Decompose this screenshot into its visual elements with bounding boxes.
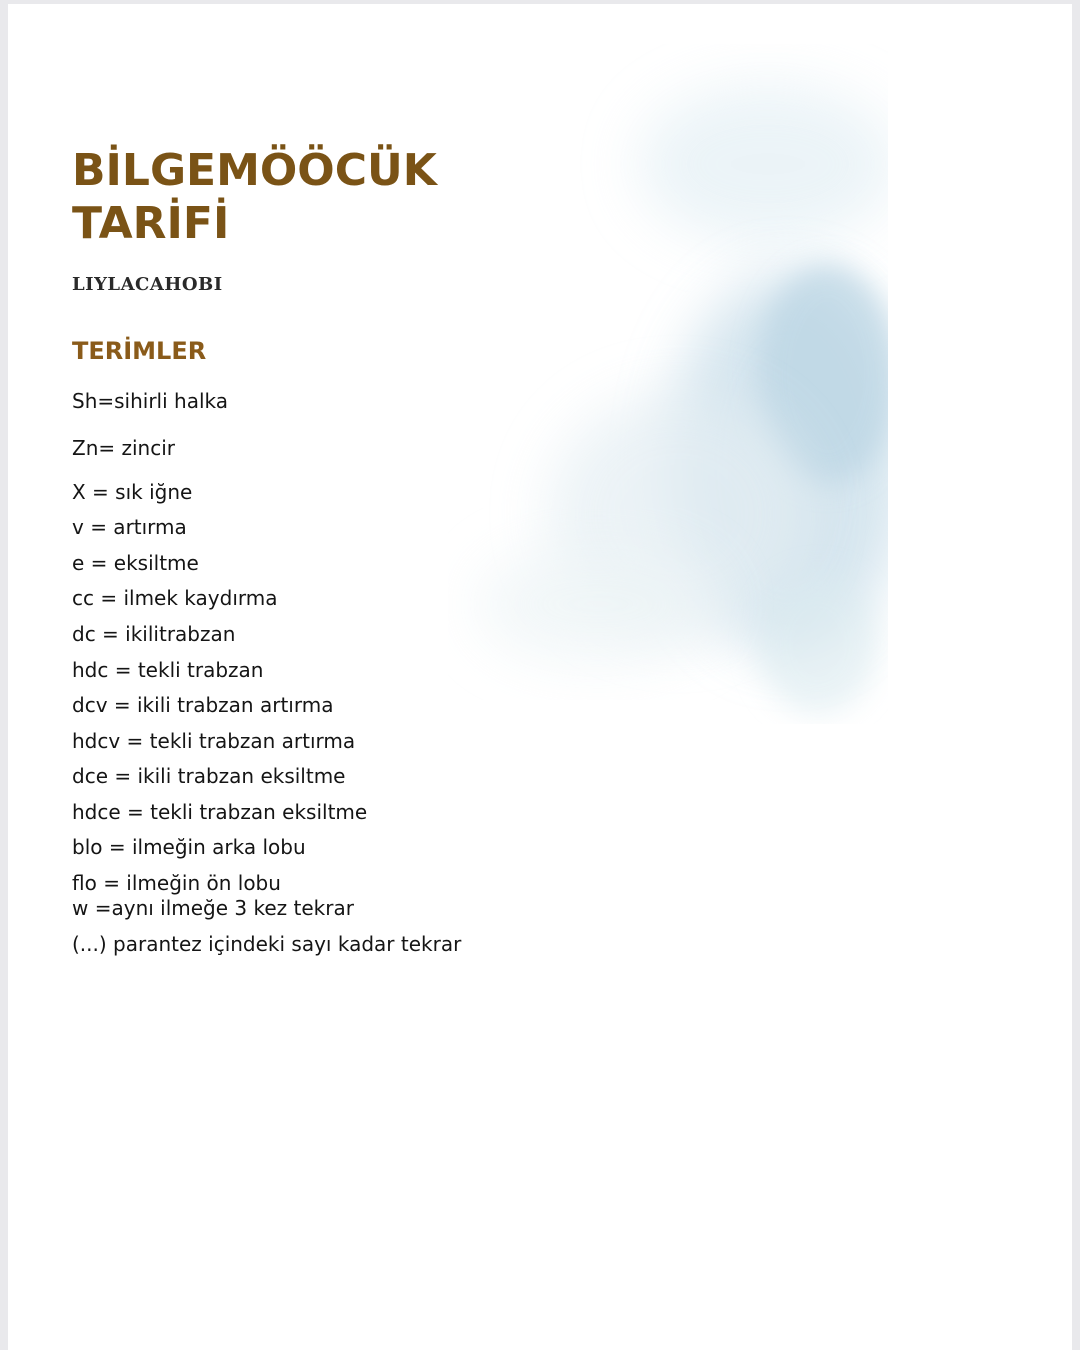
term-item: v = artırma (72, 515, 187, 539)
author-name: LIYLACAHOBI (72, 274, 223, 295)
title-line-2: TARİFİ (72, 198, 230, 249)
recipe-title (72, 144, 437, 250)
term-item: X = sık iğne (72, 480, 193, 504)
term-item: dc = ikilitrabzan (72, 622, 236, 646)
term-item: cc = ilmek kaydırma (72, 586, 278, 610)
term-item: hdc = tekli trabzan (72, 658, 264, 682)
term-item: w =aynı ilmeğe 3 kez tekrar (72, 896, 354, 920)
term-item: (...) parantez içindeki sayı kadar tekrar (72, 932, 462, 956)
terms-heading: TERİMLER (72, 337, 207, 365)
title-line-1: BİLGEMÖÖCÜK (72, 145, 437, 196)
term-item: Sh=sihirli halka (72, 389, 229, 413)
term-item: Zn= zincir (72, 436, 175, 460)
term-item: hdce = tekli trabzan eksiltme (72, 800, 368, 824)
document-page (8, 4, 1072, 1350)
watercolor-background (448, 44, 898, 724)
term-item: dce = ikili trabzan eksiltme (72, 764, 346, 788)
term-item: hdcv = tekli trabzan artırma (72, 729, 356, 753)
term-item: e = eksiltme (72, 551, 199, 575)
term-item: flo = ilmeğin ön lobu (72, 871, 281, 895)
term-item: blo = ilmeğin arka lobu (72, 835, 306, 859)
term-item: dcv = ikili trabzan artırma (72, 693, 334, 717)
